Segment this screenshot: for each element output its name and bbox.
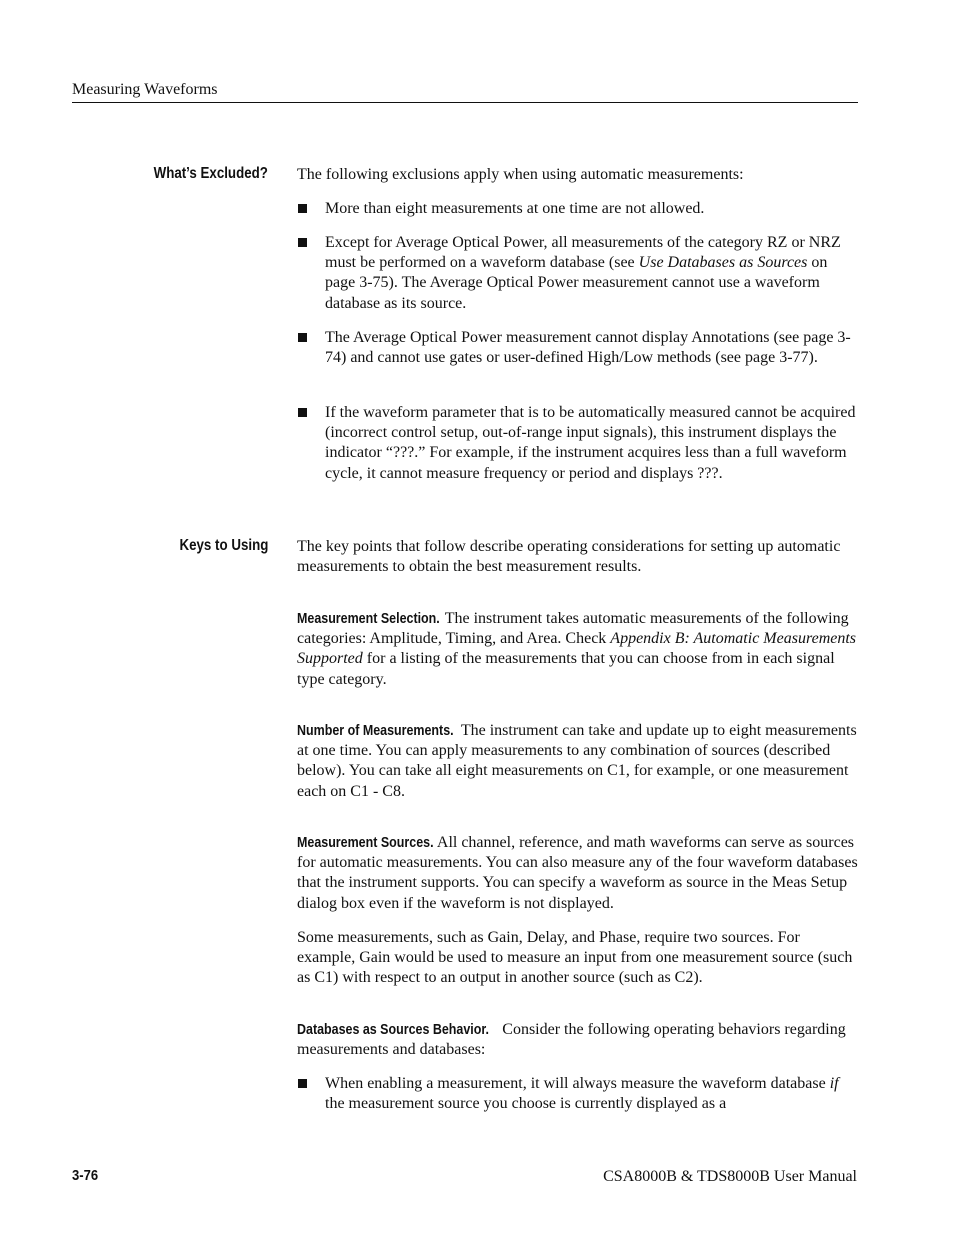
heading-keys-to-using: Keys to Using (179, 537, 268, 554)
paragraph-number-of-measurements: Number of Measurements. The instrument can take and update up to eight measurements at one time. You can apply measurements to any combination of sources (described below). You can take all eight measurements on C1, for example, or one measurement each on C1 - C8. (297, 722, 857, 800)
bullet-text: If the waveform parameter that is to be automatically measured cannot be acquired (incorrect control setup, out-of-range input signals), this instrument displays the indicator “???.” For example, if the instrument acquires less than a full waveform cycle, it cannot measure frequency or period and displays ???. (325, 404, 856, 482)
bullet-text: The Average Optical Power measurement cannot display Annotations (see page 3-74) and cannot use gates or user-defined High/Low methods (see page 3-77). (325, 329, 851, 367)
header-rule (72, 102, 858, 103)
run-in-heading: Number of Measurements. (297, 723, 454, 739)
paragraph-measurement-sources: Measurement Sources. All channel, reference, and math waveforms can serve as sources for automatic measurements. You can also measure any of the four waveform databases that the instrument supports. You can specify a waveform as source in the Meas Setup dialog box even if the waveform is not displayed. (297, 834, 858, 912)
bullet-square-icon (298, 204, 307, 213)
list-item (297, 233, 859, 314)
running-header: Measuring Waveforms (72, 81, 218, 98)
paragraph-databases-as-sources: Databases as Sources Behavior. Consider the following operating behaviors regarding measurements and databases: (297, 1021, 846, 1059)
bullet-text: When enabling a measurement, it will always measure the waveform database if the measurement source you choose is currently displayed as a (325, 1075, 839, 1113)
paragraph-measurement-selection: Measurement Selection. The instrument takes automatic measurements of the following categories: Amplitude, Timing, and Area. Check Appendix B: Automatic Measurements Supported for a listing of the measurements that you can choose from in each signal type category. (297, 610, 857, 688)
list-item (297, 199, 859, 219)
run-in-heading: Measurement Sources. (297, 835, 434, 851)
heading-whats-excluded: What’s Excluded? (153, 165, 268, 182)
paragraph-two-sources: Some measurements, such as Gain, Delay, and Phase, require two sources. For example, Gain would be used to measure an input from one measurement source (such as C1) with respect to an output in another source (such as C2). (297, 929, 853, 987)
run-in-heading: Measurement Selection. (297, 611, 440, 627)
cross-reference: Appendix B: Automatic Measurements Supported (297, 630, 857, 668)
run-in-heading: Databases as Sources Behavior. (297, 1022, 490, 1038)
bullet-square-icon (298, 1079, 307, 1088)
bullet-text: Except for Average Optical Power, all measurements of the category RZ or NRZ must be performed on a waveform database (see Use Databases as Sources on page 3-75). The Average Optical Power measurement cannot use a waveform database as its source. (325, 234, 841, 312)
list-item (297, 328, 859, 368)
cross-reference: Use Databases as Sources (638, 254, 808, 272)
bullet-square-icon (298, 333, 307, 342)
page-number: 3-76 (72, 1168, 99, 1184)
bullet-text: More than eight measurements at one time are not allowed. (325, 200, 705, 217)
keys-intro: The key points that follow describe operating considerations for setting up automatic measurements to obtain the best measurement results. (297, 538, 841, 576)
manual-title: CSA8000B & TDS8000B User Manual (603, 1168, 857, 1185)
excluded-intro: The following exclusions apply when using automatic measurements: (297, 166, 744, 183)
list-item (297, 1074, 859, 1114)
bullet-square-icon (298, 408, 307, 417)
list-item (297, 403, 859, 484)
bullet-square-icon (298, 238, 307, 247)
